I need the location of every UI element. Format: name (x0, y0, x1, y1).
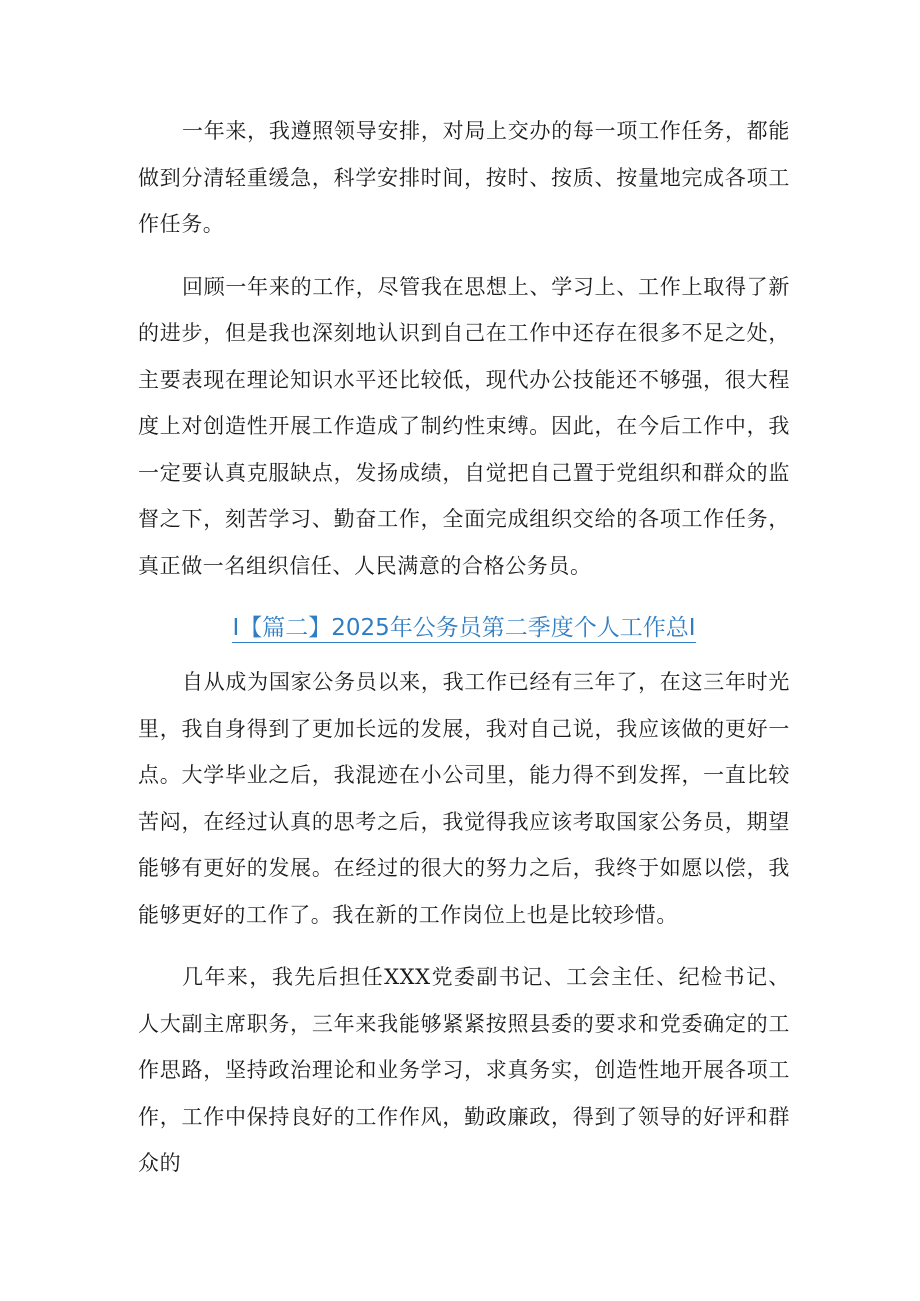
section-heading-text[interactable]: I【篇二】2025年公务员第二季度个人工作总I (232, 615, 696, 641)
document-page (138, 108, 790, 1203)
paragraph-4: 几年来，我先后担任XXX党委副书记、工会主任、纪检书记、人大副主席职务，三年来我能够紧紧按照县委的要求和党委确定的工作思路，坚持政治理论和业务学习，求真务实，创造性地开展各项工作，工作中保持良好的工作作风，勤政廉政，得到了领导的好评和群众的 (138, 965, 790, 1175)
paragraph-3: 自从成为国家公务员以来，我工作已经有三年了，在这三年时光里，我自身得到了更加长远的发展，我对自己说，我应该做的更好一点。大学毕业之后，我混迹在小公司里，能力得不到发挥，一直比较苦闷，在经过认真的思考之后，我觉得我应该考取国家公务员，期望能够有更好的发展。在经过的很大的努力之后，我终于如愿以偿，我能够更好的工作了。我在新的工作岗位上也是比较珍惜。 (138, 670, 790, 927)
section-heading-link[interactable] (138, 605, 790, 651)
paragraph-1: 一年来，我遵照领导安排，对局上交办的每一项工作任务，都能做到分清轻重缓急，科学安排时间，按时、按质、按量地完成各项工作任务。 (138, 119, 790, 236)
paragraph-2: 回顾一年来的工作，尽管我在思想上、学习上、工作上取得了新的进步，但是我也深刻地认识到自己在工作中还存在很多不足之处，主要表现在理论知识水平还比较低，现代办公技能还不够强，很大程度上对创造性开展工作造成了制约性束缚。因此，在今后工作中，我一定要认真克服缺点，发扬成绩，自觉把自己置于党组织和群众的监督之下，刻苦学习、勤奋工作，全面完成组织交给的各项工作任务，真正做一名组织信任、人民满意的合格公务员。 (138, 274, 790, 578)
